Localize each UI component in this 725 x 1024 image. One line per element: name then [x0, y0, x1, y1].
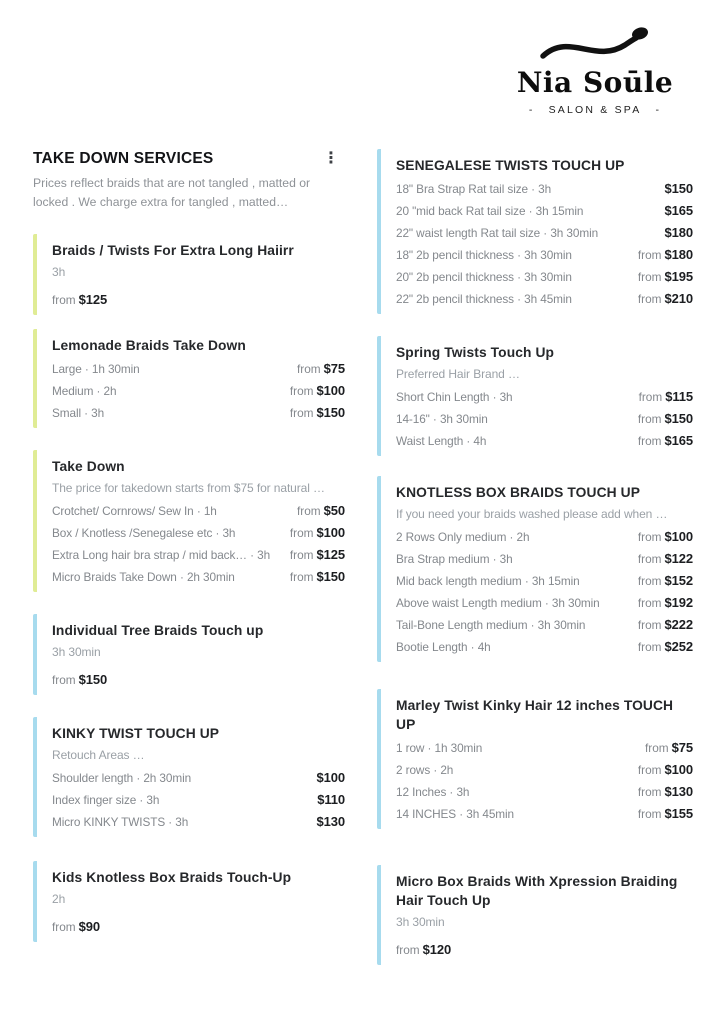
service-card-senegalese-twists-touch-up — [377, 149, 693, 314]
service-option[interactable] — [396, 269, 693, 285]
option-label: 1 row · 1h 30min — [396, 741, 483, 755]
price-amount: $165 — [664, 203, 693, 218]
option-label: Above waist Length medium · 3h 30min — [396, 596, 600, 610]
option-label: Large · 1h 30min — [52, 362, 140, 376]
price-amount: $90 — [78, 919, 100, 934]
service-description: Preferred Hair Brand … — [396, 367, 520, 381]
service-option[interactable] — [396, 225, 693, 241]
price-amount: $180 — [664, 247, 693, 262]
price-amount: $125 — [78, 292, 108, 307]
option-price — [317, 792, 345, 808]
service-option[interactable] — [396, 617, 693, 633]
service-option[interactable] — [396, 203, 693, 219]
service-option[interactable] — [52, 383, 345, 399]
left-column — [33, 149, 345, 965]
option-price — [290, 547, 345, 563]
price-amount: $150 — [664, 411, 693, 426]
service-title: Lemonade Braids Take Down — [52, 338, 246, 353]
price-amount: $192 — [664, 595, 693, 610]
price-amount: $222 — [664, 617, 693, 632]
service-title: Braids / Twists For Extra Long Haiirr — [52, 243, 294, 258]
service-card-marley-twist-kinky-hair-touch-up — [377, 689, 693, 829]
price-amount: $100 — [664, 529, 693, 544]
service-option[interactable] — [52, 503, 345, 519]
price-amount: $122 — [664, 551, 693, 566]
kebab-menu-icon[interactable]: ⋮ — [323, 150, 339, 167]
price-prefix: from — [52, 920, 76, 934]
option-price — [664, 225, 693, 241]
service-duration: 3h 30min — [52, 645, 101, 659]
price-prefix: from — [297, 504, 321, 518]
price-prefix: from — [289, 548, 314, 562]
service-option[interactable] — [396, 551, 693, 567]
section-title: TAKE DOWN SERVICES — [33, 150, 214, 167]
option-label: 2 rows · 2h — [396, 763, 454, 777]
option-label: Bootie Length · 4h — [396, 640, 491, 654]
tagline-dash-right: - — [655, 104, 662, 116]
service-description: If you need your braids washed please add when … — [396, 507, 668, 521]
price-prefix: from — [637, 552, 662, 566]
service-option[interactable] — [52, 525, 345, 541]
option-label: 2 Rows Only medium · 2h — [396, 530, 530, 544]
service-price — [396, 942, 693, 958]
service-card-kinky-twist-touch-up — [33, 717, 345, 837]
price-amount: $130 — [316, 814, 345, 829]
option-price — [638, 433, 693, 449]
option-price — [316, 814, 345, 830]
brand-name: Nia Soūle — [516, 66, 674, 99]
option-price — [290, 569, 345, 585]
price-amount: $75 — [323, 361, 345, 376]
right-column — [377, 149, 693, 965]
price-prefix: from — [637, 618, 662, 632]
service-card-take-down — [33, 450, 345, 592]
price-amount: $180 — [664, 225, 693, 240]
price-prefix: from — [52, 673, 76, 687]
option-price — [290, 405, 345, 421]
price-prefix: from — [638, 390, 663, 404]
service-option[interactable] — [396, 411, 693, 427]
price-prefix: from — [645, 741, 669, 755]
option-price — [638, 247, 693, 263]
service-option[interactable] — [396, 762, 693, 778]
price-amount: $115 — [665, 389, 693, 404]
price-prefix: from — [289, 526, 314, 540]
service-card-micro-box-braids-xpression-touch-up[interactable] — [377, 865, 693, 965]
option-price — [638, 806, 693, 822]
service-description: Retouch Areas … — [52, 748, 145, 762]
option-price — [638, 551, 693, 567]
option-label: Shoulder length · 2h 30min — [52, 771, 192, 785]
service-title: Spring Twists Touch Up — [396, 345, 555, 360]
service-card-individual-tree-braids-touch-up[interactable] — [33, 614, 345, 695]
option-label: Short Chin Length · 3h — [396, 390, 513, 404]
price-prefix: from — [637, 412, 662, 426]
option-label: Mid back length medium · 3h 15min — [396, 574, 580, 588]
option-label: Micro KINKY TWISTS · 3h — [52, 815, 189, 829]
price-amount: $120 — [422, 942, 452, 957]
price-prefix: from — [637, 270, 662, 284]
option-label: 14-16" · 3h 30min — [396, 412, 488, 426]
option-label: Small · 3h — [52, 406, 105, 420]
brand-tagline — [529, 104, 661, 116]
option-price — [638, 269, 693, 285]
service-option[interactable] — [52, 361, 345, 377]
option-price — [638, 784, 693, 800]
price-amount: $100 — [316, 525, 345, 540]
option-price — [638, 639, 693, 655]
price-amount: $100 — [664, 762, 693, 777]
option-label: Extra Long hair bra strap / mid back… · 3h — [52, 548, 271, 562]
option-price — [297, 503, 345, 519]
option-label: Tail-Bone Length medium · 3h 30min — [396, 618, 586, 632]
option-label: Waist Length · 4h — [396, 434, 487, 448]
service-duration: 2h — [52, 892, 66, 906]
brand-logo — [480, 24, 710, 116]
price-prefix: from — [637, 292, 662, 306]
service-option[interactable] — [396, 291, 693, 307]
service-title: Kids Knotless Box Braids Touch-Up — [52, 870, 292, 885]
option-label: Medium · 2h — [52, 384, 117, 398]
option-label: 20" 2b pencil thickness · 3h 30min — [396, 270, 572, 284]
price-amount: $100 — [316, 383, 345, 398]
option-price — [639, 389, 693, 405]
option-label: Micro Braids Take Down · 2h 30min — [52, 570, 235, 584]
price-amount: $152 — [664, 573, 693, 588]
option-price — [638, 595, 693, 611]
price-amount: $125 — [316, 547, 345, 562]
service-duration: 3h — [52, 265, 66, 279]
price-amount: $150 — [664, 181, 693, 196]
price-prefix: from — [52, 293, 76, 307]
service-price — [52, 292, 345, 308]
price-prefix: from — [637, 434, 662, 448]
option-label: Box / Knotless /Senegalese etc · 3h — [52, 526, 236, 540]
service-card-kids-knotless-box-braids-touch-up[interactable] — [33, 861, 345, 942]
price-amount: $110 — [317, 792, 345, 807]
option-label: Crotchet/ Cornrows/ Sew In · 1h — [52, 504, 217, 518]
price-prefix: from — [289, 384, 314, 398]
option-label: 22" waist length Rat tail size · 3h 30min — [396, 226, 599, 240]
service-title: Micro Box Braids With Xpression Braiding Hair Touch Up — [396, 874, 678, 908]
option-label: 22" 2b pencil thickness · 3h 45min — [396, 292, 572, 306]
option-price — [638, 573, 693, 589]
service-option[interactable] — [396, 740, 693, 756]
option-price — [297, 361, 345, 377]
price-prefix: from — [637, 596, 662, 610]
service-option[interactable] — [396, 529, 693, 545]
service-option[interactable] — [396, 784, 693, 800]
option-price — [638, 411, 693, 427]
service-option[interactable] — [52, 770, 345, 786]
option-label: Index finger size · 3h — [52, 793, 160, 807]
price-amount: $165 — [664, 433, 693, 448]
option-label: 12 Inches · 3h — [396, 785, 470, 799]
option-price — [645, 740, 693, 756]
service-option[interactable] — [396, 389, 693, 405]
option-price — [638, 617, 693, 633]
service-option[interactable] — [52, 792, 345, 808]
service-title: Take Down — [52, 459, 125, 474]
price-amount: $150 — [316, 405, 345, 420]
option-price — [664, 181, 693, 197]
option-label: 20 "mid back Rat tail size · 3h 15min — [396, 204, 584, 218]
tagline-dash-left: - — [528, 104, 535, 116]
service-title: SENEGALESE TWISTS TOUCH UP — [396, 158, 625, 173]
price-prefix: from — [637, 248, 662, 262]
option-label: 18" Bra Strap Rat tail size · 3h — [396, 182, 552, 196]
service-title: KNOTLESS BOX BRAIDS TOUCH UP — [396, 485, 641, 500]
service-option[interactable] — [52, 814, 345, 830]
service-option[interactable] — [52, 547, 345, 563]
service-card-knotless-box-braids-touch-up — [377, 476, 693, 662]
service-option[interactable] — [52, 405, 345, 421]
price-amount: $100 — [316, 770, 345, 785]
service-option[interactable] — [52, 569, 345, 585]
service-option[interactable] — [396, 247, 693, 263]
price-prefix: from — [297, 362, 321, 376]
option-price — [638, 762, 693, 778]
service-price — [52, 672, 345, 688]
price-prefix: from — [637, 640, 662, 654]
price-prefix: from — [637, 763, 662, 777]
service-card-braids-twists-extra-long-hair[interactable] — [33, 234, 345, 315]
service-option[interactable] — [396, 806, 693, 822]
service-option[interactable] — [396, 595, 693, 611]
price-prefix: from — [637, 807, 662, 821]
service-card-lemonade-braids-take-down — [33, 329, 345, 428]
option-price — [638, 529, 693, 545]
price-amount: $50 — [323, 503, 345, 518]
option-label: Bra Strap medium · 3h — [396, 552, 513, 566]
price-amount: $130 — [664, 784, 693, 799]
service-option[interactable] — [396, 639, 693, 655]
option-label: 14 INCHES · 3h 45min — [396, 807, 514, 821]
price-amount: $75 — [671, 740, 693, 755]
service-columns — [33, 149, 693, 965]
option-price — [664, 203, 693, 219]
service-title: KINKY TWIST TOUCH UP — [52, 726, 220, 741]
price-amount: $195 — [664, 269, 693, 284]
service-price — [52, 919, 345, 935]
price-prefix: from — [637, 574, 662, 588]
service-duration: 3h 30min — [396, 915, 445, 929]
price-amount: $210 — [664, 291, 693, 306]
price-amount: $150 — [78, 672, 108, 687]
price-prefix: from — [289, 406, 314, 420]
option-price — [316, 770, 345, 786]
option-price — [290, 525, 345, 541]
price-prefix: from — [637, 530, 662, 544]
service-description: The price for takedown starts from $75 for natural … — [52, 481, 325, 495]
option-price — [290, 383, 345, 399]
price-amount: $252 — [664, 639, 693, 654]
service-option[interactable] — [396, 181, 693, 197]
price-prefix: from — [289, 570, 314, 584]
option-price — [638, 291, 693, 307]
price-amount: $150 — [316, 569, 345, 584]
price-prefix: from — [637, 785, 662, 799]
section-description: Prices reflect braids that are not tangled , matted or locked . We charge extra for tangled , matted… — [33, 176, 311, 209]
price-amount: $155 — [664, 806, 693, 821]
service-option[interactable] — [396, 433, 693, 449]
section-header — [33, 149, 345, 169]
option-label: 18" 2b pencil thickness · 3h 30min — [396, 248, 572, 262]
tagline-text: SALON & SPA — [548, 104, 642, 116]
service-card-spring-twists-touch-up — [377, 336, 693, 456]
service-title: Individual Tree Braids Touch up — [52, 623, 264, 638]
price-prefix: from — [396, 943, 420, 957]
service-title: Marley Twist Kinky Hair 12 inches TOUCH UP — [396, 698, 674, 732]
hair-swoosh-icon — [535, 24, 655, 64]
service-option[interactable] — [396, 573, 693, 589]
